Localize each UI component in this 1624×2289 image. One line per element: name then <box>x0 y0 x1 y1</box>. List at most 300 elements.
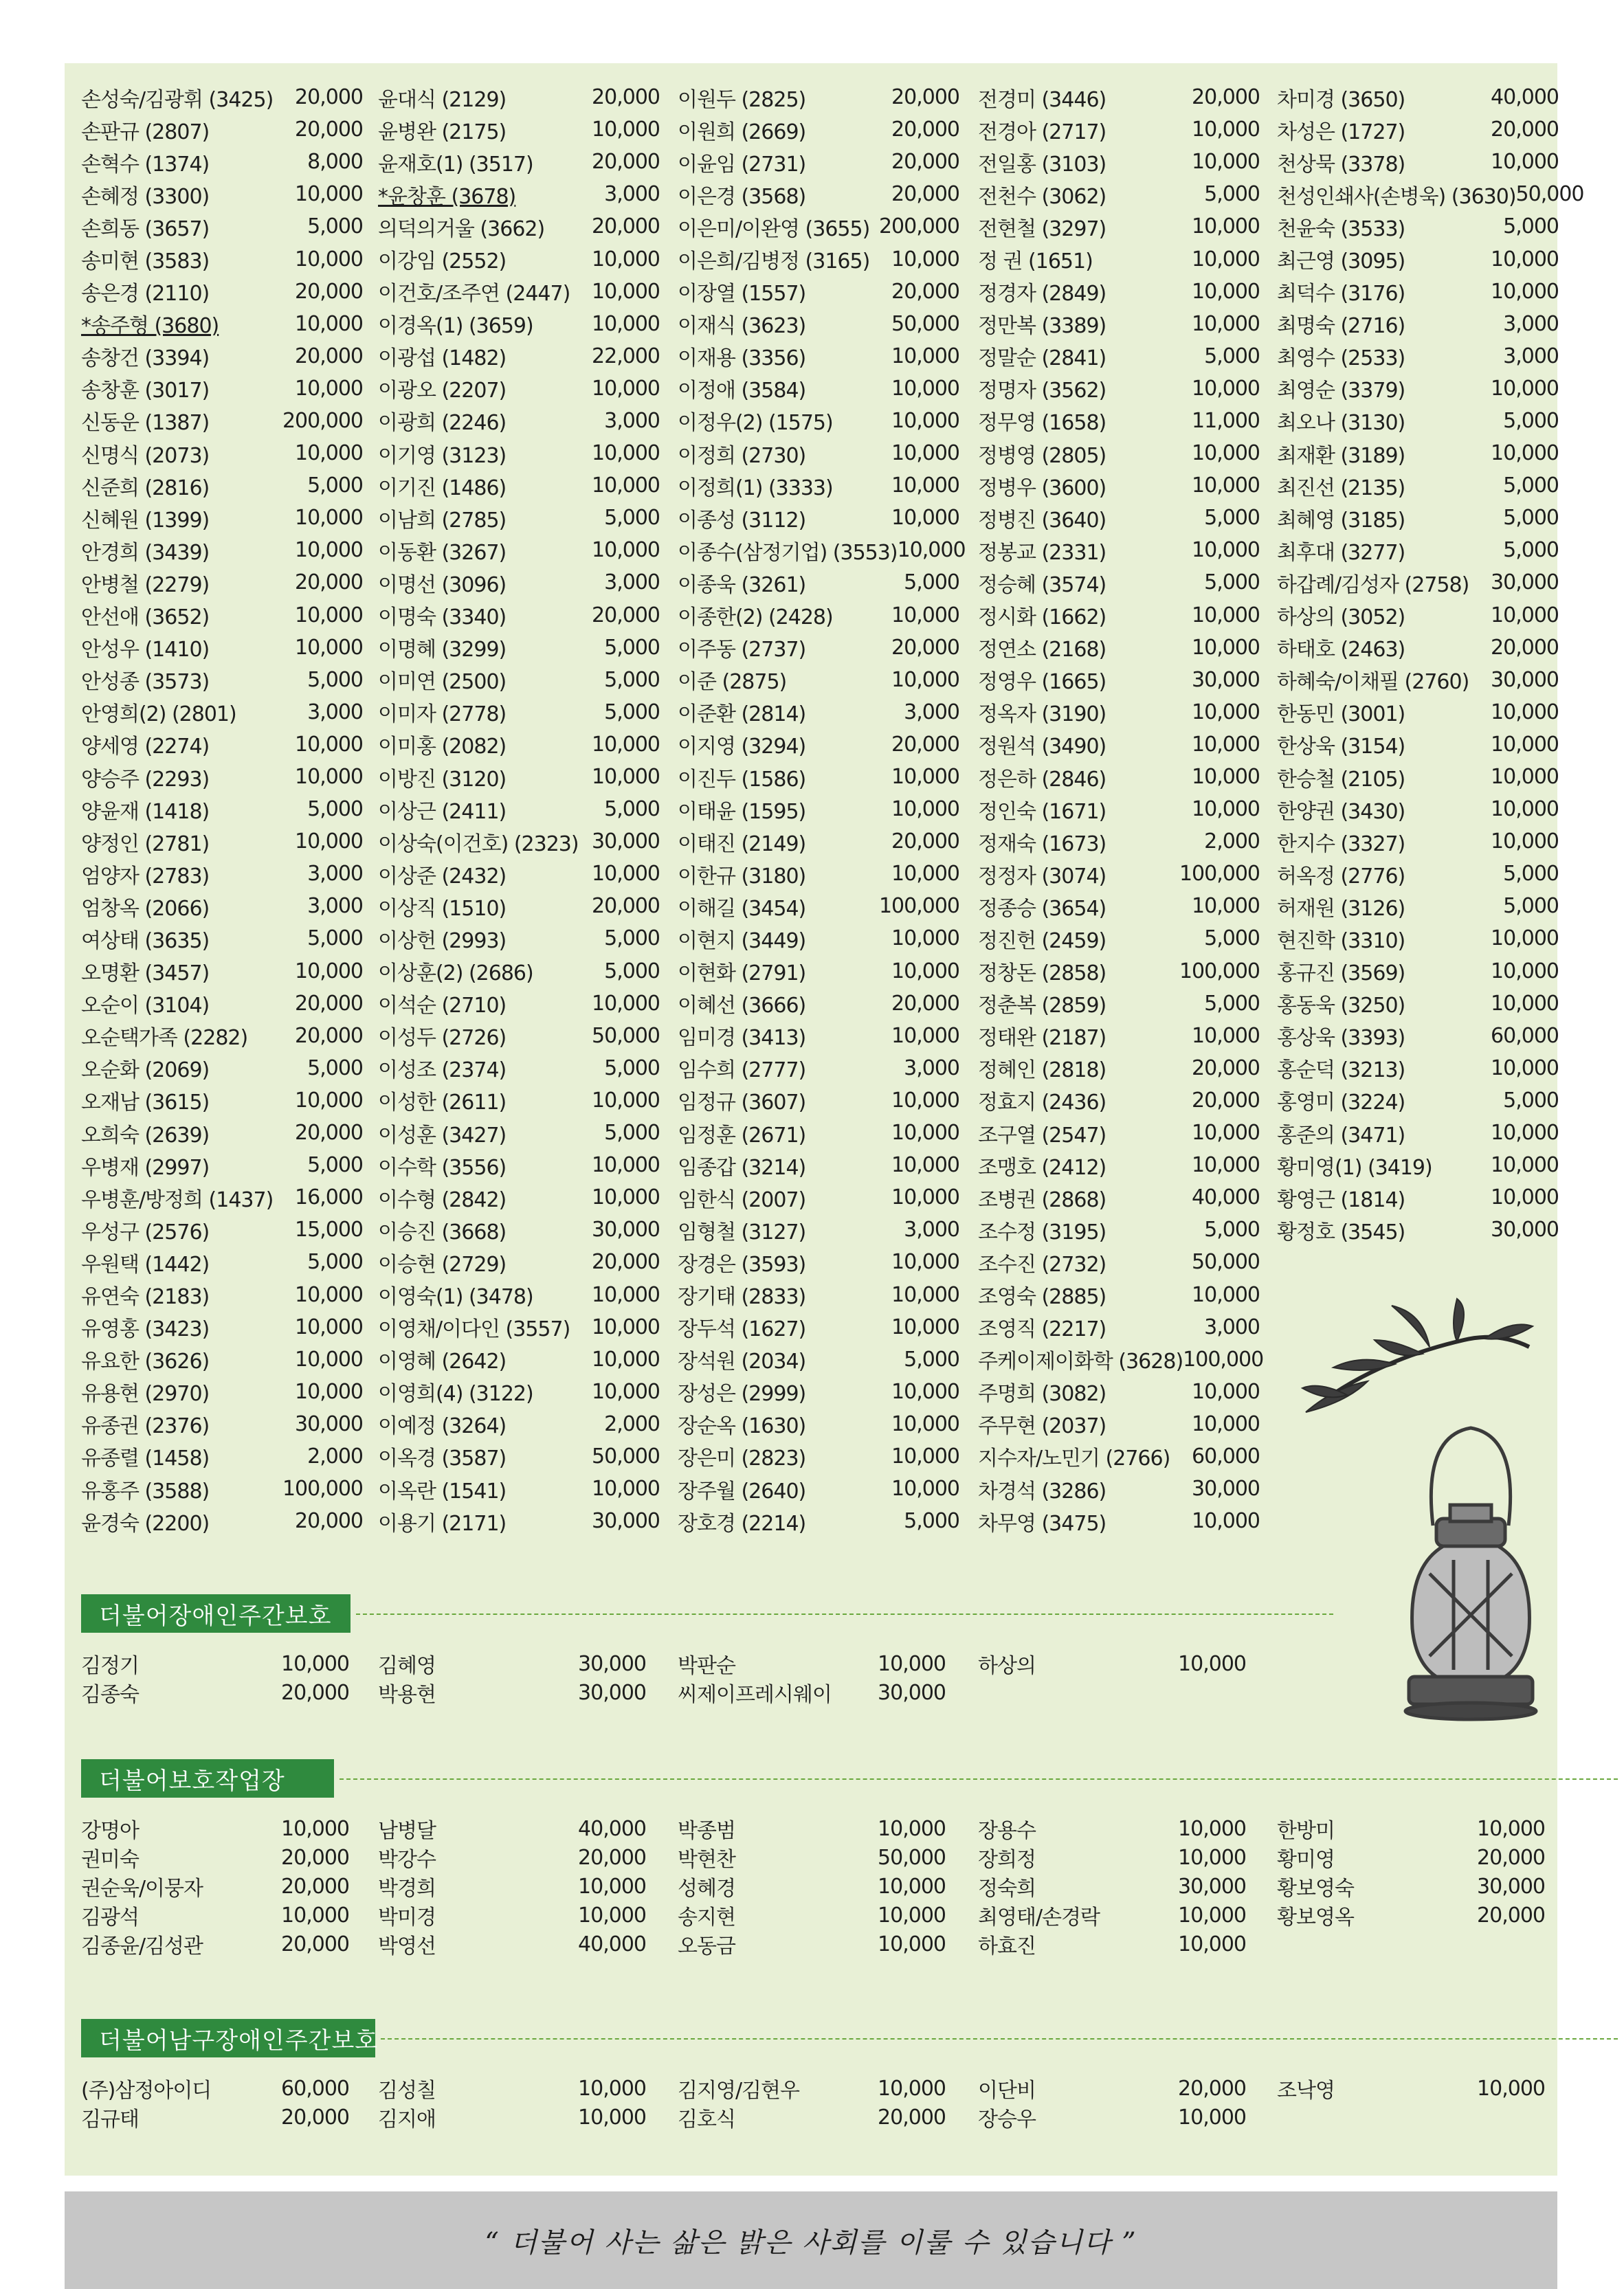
donor-name: 임형철 (3127) <box>678 1220 806 1244</box>
donation-amount: 5,000 <box>1503 473 1559 498</box>
donor-row <box>678 922 959 954</box>
donor-row <box>81 793 363 825</box>
donation-amount: 10,000 <box>592 473 660 498</box>
donor-name: 권순욱/이뭉자 <box>81 1877 203 1901</box>
donor-row <box>378 1505 660 1537</box>
donor-row <box>1277 81 1559 113</box>
donation-amount: 10,000 <box>891 1121 959 1146</box>
donation-amount: 2,000 <box>604 1411 660 1436</box>
donor-name: 박종범 <box>678 1819 735 1843</box>
donor-row <box>81 1901 349 1930</box>
donation-amount: 20,000 <box>891 85 959 110</box>
donation-amount: 20,000 <box>891 991 959 1016</box>
donation-amount: 3,000 <box>604 570 660 595</box>
donor-row <box>978 825 1260 858</box>
donation-amount: 10,000 <box>891 1444 959 1469</box>
donor-row <box>1277 599 1559 632</box>
donation-amount: 30,000 <box>878 1680 946 1705</box>
donor-row <box>378 534 660 566</box>
donor-row <box>81 1473 363 1505</box>
donor-row <box>978 566 1260 599</box>
donor-row <box>678 437 959 469</box>
donor-name: 최후대 (3277) <box>1277 540 1405 565</box>
donor-name: 이명숙 (3340) <box>378 605 507 630</box>
donation-amount: 10,000 <box>1192 635 1260 660</box>
donation-amount: 10,000 <box>1178 2105 1246 2130</box>
donation-amount: 10,000 <box>891 926 959 951</box>
donor-row <box>81 276 363 308</box>
donor-row <box>1277 987 1559 1020</box>
donation-amount: 10,000 <box>1192 376 1260 401</box>
donation-amount: 20,000 <box>592 1250 660 1275</box>
donor-row <box>378 793 660 825</box>
donor-row <box>378 340 660 372</box>
donor-name: 차성은 (1727) <box>1277 120 1405 144</box>
donor-row <box>81 1181 363 1214</box>
donation-amount: 10,000 <box>295 732 363 757</box>
donor-name: 이은경 (3568) <box>678 184 806 209</box>
donor-name: 한상욱 (3154) <box>1277 735 1405 759</box>
donor-name: 이한규 (3180) <box>678 864 806 889</box>
donor-name: 이석순 (2710) <box>378 994 507 1018</box>
donor-row <box>378 1872 646 1901</box>
donation-amount: 5,000 <box>1204 506 1260 531</box>
donor-row <box>378 761 660 793</box>
donor-row <box>1277 276 1559 308</box>
donor-name: 이정희 (2730) <box>678 443 806 468</box>
donor-row <box>978 632 1260 664</box>
donor-row <box>678 2074 946 2103</box>
donor-name: 황보영옥 <box>1277 1906 1354 1930</box>
donor-name: 신명식 (2073) <box>81 443 210 468</box>
donor-name: 송미현 (3583) <box>81 249 210 274</box>
donor-row <box>81 1505 363 1537</box>
donation-amount: 10,000 <box>592 538 660 563</box>
donor-row <box>978 1473 1260 1505</box>
donation-amount: 5,000 <box>604 1121 660 1146</box>
donation-amount: 10,000 <box>878 2076 946 2101</box>
donor-row <box>978 405 1260 437</box>
donation-amount: 10,000 <box>592 1088 660 1113</box>
donation-amount: 20,000 <box>281 1845 349 1870</box>
donor-row <box>1277 1052 1559 1084</box>
donation-amount: 5,000 <box>307 926 363 951</box>
donor-row <box>978 1505 1260 1537</box>
donation-amount: 20,000 <box>878 2105 946 2130</box>
section-column <box>81 2074 349 2132</box>
donation-amount: 10,000 <box>295 1315 363 1339</box>
donor-name: 안선애 (3652) <box>81 605 210 630</box>
donor-row <box>978 664 1260 696</box>
donor-name: 이상근 (2411) <box>378 799 507 824</box>
donor-row <box>378 858 660 890</box>
donor-name: 조영숙 (2885) <box>978 1285 1106 1310</box>
donor-name: 이재식 (3623) <box>678 314 806 339</box>
donor-name: 최재환 (3189) <box>1277 443 1405 468</box>
donation-amount: 10,000 <box>891 1411 959 1436</box>
donor-name: 이강임 (2552) <box>378 249 507 274</box>
donor-row <box>1277 1872 1545 1901</box>
donation-amount: 20,000 <box>578 1845 646 1870</box>
donor-name: 정 권 (1651) <box>978 249 1093 274</box>
donor-name: 장순옥 (1630) <box>678 1414 806 1439</box>
donation-amount: 10,000 <box>295 1282 363 1307</box>
donation-amount: 5,000 <box>1204 570 1260 595</box>
donor-row <box>81 664 363 696</box>
donation-amount: 10,000 <box>891 1023 959 1048</box>
donor-name: 임수희 (2777) <box>678 1058 806 1083</box>
donor-name: 이장열 (1557) <box>678 282 806 306</box>
donor-name: 차경석 (3286) <box>978 1479 1106 1504</box>
donor-name: 정병영 (2805) <box>978 443 1106 468</box>
donor-row <box>678 632 959 664</box>
donor-row <box>81 1376 363 1408</box>
donor-row <box>978 372 1260 405</box>
donation-amount: 3,000 <box>904 1218 959 1242</box>
donation-amount: 10,000 <box>1192 279 1260 304</box>
donation-amount: 30,000 <box>592 1509 660 1534</box>
section-title: 더불어장애인주간보호 <box>81 1594 351 1633</box>
donor-name: 정숙희 <box>978 1877 1036 1901</box>
donor-name: 이미연 (2500) <box>378 670 507 695</box>
donor-name: 양윤재 (1418) <box>81 799 210 824</box>
section-column <box>1277 2074 1545 2103</box>
donor-row <box>378 243 660 275</box>
lantern-icon <box>1395 1422 1546 1725</box>
donor-row <box>1277 146 1559 178</box>
donor-row <box>678 1343 959 1376</box>
donation-amount: 5,000 <box>1503 408 1559 433</box>
donor-name: 주무현 (2037) <box>978 1414 1106 1439</box>
donor-name: 하혜숙/이채필 (2760) <box>1277 670 1469 695</box>
donation-amount: 5,000 <box>1204 344 1260 368</box>
donor-row <box>978 1843 1246 1872</box>
donor-row <box>678 1440 959 1473</box>
donation-amount: 50,000 <box>891 311 959 336</box>
donation-amount: 10,000 <box>592 1347 660 1372</box>
donor-name: 정무영 (1658) <box>978 411 1106 436</box>
donor-row <box>678 81 959 113</box>
donor-name: 안성종 (3573) <box>81 670 210 695</box>
donor-row <box>978 858 1260 890</box>
donation-amount: 10,000 <box>891 797 959 822</box>
donor-name: 조수정 (3195) <box>978 1220 1106 1244</box>
donation-amount: 20,000 <box>592 150 660 175</box>
donation-amount: 10,000 <box>891 1185 959 1210</box>
donor-name: 홍준의 (3471) <box>1277 1123 1405 1148</box>
donor-row <box>81 502 363 534</box>
donor-name: 정연소 (2168) <box>978 638 1106 662</box>
footer-slogan: “ 더불어 사는 삶은 밝은 사회를 이룰 수 있습니다 ” <box>485 2226 1137 2259</box>
donation-amount: 3,000 <box>904 700 959 724</box>
donation-amount: 30,000 <box>592 829 660 854</box>
donation-amount: 10,000 <box>295 506 363 531</box>
donor-row <box>81 632 363 664</box>
donor-row <box>978 1376 1260 1408</box>
donor-row <box>1277 534 1559 566</box>
donation-amount: 30,000 <box>1192 667 1260 692</box>
donor-name: 김호식 <box>678 2108 735 2132</box>
donor-name: 유영홍 (3423) <box>81 1317 210 1342</box>
donation-amount: 10,000 <box>1491 1153 1559 1178</box>
donor-name: 이상숙(이건호) (2323) <box>378 831 579 856</box>
donor-row <box>678 469 959 502</box>
donation-amount: 20,000 <box>295 1121 363 1146</box>
donor-row <box>378 469 660 502</box>
donor-column <box>378 81 660 1537</box>
donor-name: 이명선 (3096) <box>378 572 507 597</box>
donation-amount: 10,000 <box>1491 1056 1559 1080</box>
donor-row <box>1277 2074 1545 2103</box>
section-column <box>978 2074 1246 2132</box>
donor-column <box>1277 81 1584 1246</box>
donor-row <box>978 1814 1246 1843</box>
donor-name: 이태윤 (1595) <box>678 799 806 824</box>
donor-name: 유홍주 (3588) <box>81 1479 210 1504</box>
donor-name: 유연숙 (2183) <box>81 1285 210 1310</box>
donor-row <box>378 1311 660 1343</box>
donation-amount: 5,000 <box>307 473 363 498</box>
donation-amount: 10,000 <box>878 1874 946 1899</box>
donation-amount: 30,000 <box>1491 667 1559 692</box>
donor-name: 정재숙 (1673) <box>978 831 1106 856</box>
donor-row <box>978 1181 1260 1214</box>
donor-name: 양승주 (2293) <box>81 767 210 792</box>
donor-row <box>678 1020 959 1052</box>
donor-name: 조병권 (2868) <box>978 1187 1106 1212</box>
donation-amount: 2,000 <box>307 1444 363 1469</box>
donor-row <box>978 1052 1260 1084</box>
donor-row <box>978 243 1260 275</box>
donation-amount: 5,000 <box>604 926 660 951</box>
donation-amount: 5,000 <box>1204 991 1260 1016</box>
donor-name: 이광섭 (1482) <box>378 346 507 371</box>
donor-name: 정종승 (3654) <box>978 896 1106 921</box>
donation-amount: 5,000 <box>1503 862 1559 886</box>
donor-row <box>378 1343 660 1376</box>
donor-row <box>378 1181 660 1214</box>
donor-name: 이승현 (2729) <box>378 1252 507 1277</box>
donor-name: 이성훈 (3427) <box>378 1123 507 1148</box>
donor-row <box>378 1020 660 1052</box>
donation-amount: 100,000 <box>1183 1347 1264 1372</box>
donor-name: 조낙영 <box>1277 2079 1335 2103</box>
donor-name: 최진선 (2135) <box>1277 476 1405 500</box>
donor-row <box>1277 664 1559 696</box>
donor-row <box>81 340 363 372</box>
donation-amount: 10,000 <box>1491 991 1559 1016</box>
donation-amount: 10,000 <box>1192 1509 1260 1534</box>
donor-name: 현진학 (3310) <box>1277 928 1405 953</box>
section-title: 더불어보호작업장 <box>81 1759 334 1798</box>
donor-row <box>678 2103 946 2132</box>
donation-amount: 10,000 <box>878 1651 946 1676</box>
donation-amount: 5,000 <box>1503 214 1559 239</box>
donor-row <box>81 1117 363 1149</box>
section-column <box>678 1649 946 1707</box>
donor-row <box>678 1084 959 1117</box>
donation-amount: 50,000 <box>1192 1250 1260 1275</box>
donation-amount: 20,000 <box>295 991 363 1016</box>
donation-amount: 10,000 <box>1477 1816 1545 1841</box>
donor-name: 이승진 (3668) <box>378 1220 507 1244</box>
donation-amount: 40,000 <box>578 1932 646 1956</box>
donor-name: (주)삼정아이디 <box>81 2079 212 2103</box>
donor-name: 홍순덕 (3213) <box>1277 1058 1405 1083</box>
donor-row <box>81 1214 363 1246</box>
donor-name: 안경희 (3439) <box>81 540 210 565</box>
donor-row <box>81 1246 363 1278</box>
donation-amount: 10,000 <box>1192 1411 1260 1436</box>
donation-amount: 10,000 <box>1178 1816 1246 1841</box>
donor-name: 최영태/손경락 <box>978 1906 1100 1930</box>
donation-amount: 20,000 <box>295 1509 363 1534</box>
donation-amount: 10,000 <box>295 765 363 790</box>
donor-row <box>378 1278 660 1310</box>
donor-name: 손혜정 (3300) <box>81 184 210 209</box>
donor-row <box>81 922 363 954</box>
donor-row <box>81 1872 349 1901</box>
donation-amount: 22,000 <box>592 344 660 368</box>
donor-row <box>378 1214 660 1246</box>
donation-amount: 5,000 <box>307 1153 363 1178</box>
donor-row <box>1277 1814 1545 1843</box>
donor-name: 송창훈 (3017) <box>81 379 210 403</box>
donor-name: 이준 (2875) <box>678 670 787 695</box>
donation-amount: 5,000 <box>904 1347 959 1372</box>
donation-amount: 30,000 <box>592 1218 660 1242</box>
donation-amount: 10,000 <box>592 862 660 886</box>
donor-row <box>678 1505 959 1537</box>
donor-name: 한양권 (3430) <box>1277 799 1405 824</box>
donor-row <box>678 761 959 793</box>
donation-amount: 3,000 <box>307 700 363 724</box>
donor-row <box>1277 437 1559 469</box>
donor-name: 오동금 <box>678 1934 735 1958</box>
donation-amount: 10,000 <box>1491 279 1559 304</box>
donor-name: 성혜경 <box>678 1877 735 1901</box>
donor-row <box>81 178 363 210</box>
donor-name: 지수자/노민기 (2766) <box>978 1447 1170 1471</box>
section-column <box>81 1649 349 1707</box>
donation-amount: 5,000 <box>307 1056 363 1080</box>
donation-amount: 30,000 <box>1491 570 1559 595</box>
donor-name: 하갑례/김성자 (2758) <box>1277 572 1469 597</box>
donation-amount: 10,000 <box>891 1315 959 1339</box>
donor-row <box>978 502 1260 534</box>
donation-amount: 10,000 <box>295 959 363 983</box>
donor-row <box>81 469 363 502</box>
donation-amount: 11,000 <box>1192 408 1260 433</box>
donor-name: 한동민 (3001) <box>1277 702 1405 727</box>
donor-name: 오순이 (3104) <box>81 994 210 1018</box>
donor-name: 장두석 (1627) <box>678 1317 806 1342</box>
donor-row <box>978 81 1260 113</box>
donor-row <box>1277 178 1584 210</box>
donor-name: 안병철 (2279) <box>81 572 210 597</box>
donor-name: 전경미 (3446) <box>978 87 1106 112</box>
donor-name: 이윤임 (2731) <box>678 152 806 177</box>
donation-amount: 30,000 <box>1192 1477 1260 1501</box>
donor-name: 천윤숙 (3533) <box>1277 216 1405 241</box>
donor-name: 손혁수 (1374) <box>81 152 210 177</box>
donor-row <box>978 534 1260 566</box>
donor-name: 양정인 (2781) <box>81 831 210 856</box>
donor-name: 정영우 (1665) <box>978 670 1106 695</box>
donor-row <box>1277 469 1559 502</box>
donor-name: 오희숙 (2639) <box>81 1123 210 1148</box>
donation-amount: 20,000 <box>281 1932 349 1956</box>
donor-name: 이태진 (2149) <box>678 831 806 856</box>
donation-amount: 20,000 <box>891 150 959 175</box>
donor-row <box>378 599 660 632</box>
donor-row <box>978 793 1260 825</box>
donation-amount: 40,000 <box>1491 85 1559 110</box>
donor-name: 이준환 (2814) <box>678 702 806 727</box>
donation-amount: 10,000 <box>1192 538 1260 563</box>
donor-name: 장석원 (2034) <box>678 1350 806 1374</box>
donation-amount: 20,000 <box>1178 2076 1246 2101</box>
donation-amount: 5,000 <box>904 570 959 595</box>
donation-amount: 30,000 <box>578 1680 646 1705</box>
donation-amount: 10,000 <box>281 1816 349 1841</box>
donation-amount: 3,000 <box>307 894 363 919</box>
donor-name: 이종한(2) (2428) <box>678 605 833 630</box>
donor-name: 우병훈/방정희 (1437) <box>81 1187 274 1212</box>
donation-amount: 10,000 <box>1192 732 1260 757</box>
donor-row <box>678 1278 959 1310</box>
donor-name: 장성은 (2999) <box>678 1382 806 1407</box>
donor-name: 황보영숙 <box>1277 1877 1354 1901</box>
donor-row <box>81 81 363 113</box>
donor-row <box>678 825 959 858</box>
donor-row <box>978 1343 1264 1376</box>
donor-row <box>1277 858 1559 890</box>
donor-name: 최혜영 (3185) <box>1277 508 1405 533</box>
donation-amount: 20,000 <box>281 2105 349 2130</box>
donor-row <box>678 987 959 1020</box>
donor-name: 최명숙 (2716) <box>1277 314 1405 339</box>
donor-row <box>678 1843 946 1872</box>
donor-name: 김지애 <box>378 2108 436 2132</box>
donor-name: 최영순 (3379) <box>1277 379 1405 403</box>
donor-row <box>1277 1117 1559 1149</box>
donor-row <box>978 1930 1246 1958</box>
donor-row <box>81 1408 363 1440</box>
donor-row <box>978 761 1260 793</box>
donor-name: 장용수 <box>978 1819 1036 1843</box>
donor-name: 김종윤/김성관 <box>81 1934 203 1958</box>
donor-row <box>1277 1084 1559 1117</box>
donor-row <box>378 1930 646 1958</box>
donor-name: 장은미 (2823) <box>678 1447 806 1471</box>
donor-name: 박강수 <box>378 1848 436 1872</box>
donor-name: 전천수 (3062) <box>978 184 1106 209</box>
donor-row <box>978 2103 1246 2132</box>
donor-name: 천상묵 (3378) <box>1277 152 1405 177</box>
donor-name: 신준희 (2816) <box>81 476 210 500</box>
donation-amount: 20,000 <box>891 118 959 142</box>
donation-amount: 10,000 <box>1192 1379 1260 1404</box>
donor-name: 김종숙 <box>81 1683 139 1707</box>
donor-row <box>678 664 959 696</box>
donor-name: 이건호/조주연 (2447) <box>378 282 570 306</box>
donation-amount: 10,000 <box>578 2076 646 2101</box>
donor-row <box>378 276 660 308</box>
donation-amount: 10,000 <box>891 473 959 498</box>
donor-name: 유용현 (2970) <box>81 1382 210 1407</box>
donor-name: 오순화 (2069) <box>81 1058 210 1083</box>
